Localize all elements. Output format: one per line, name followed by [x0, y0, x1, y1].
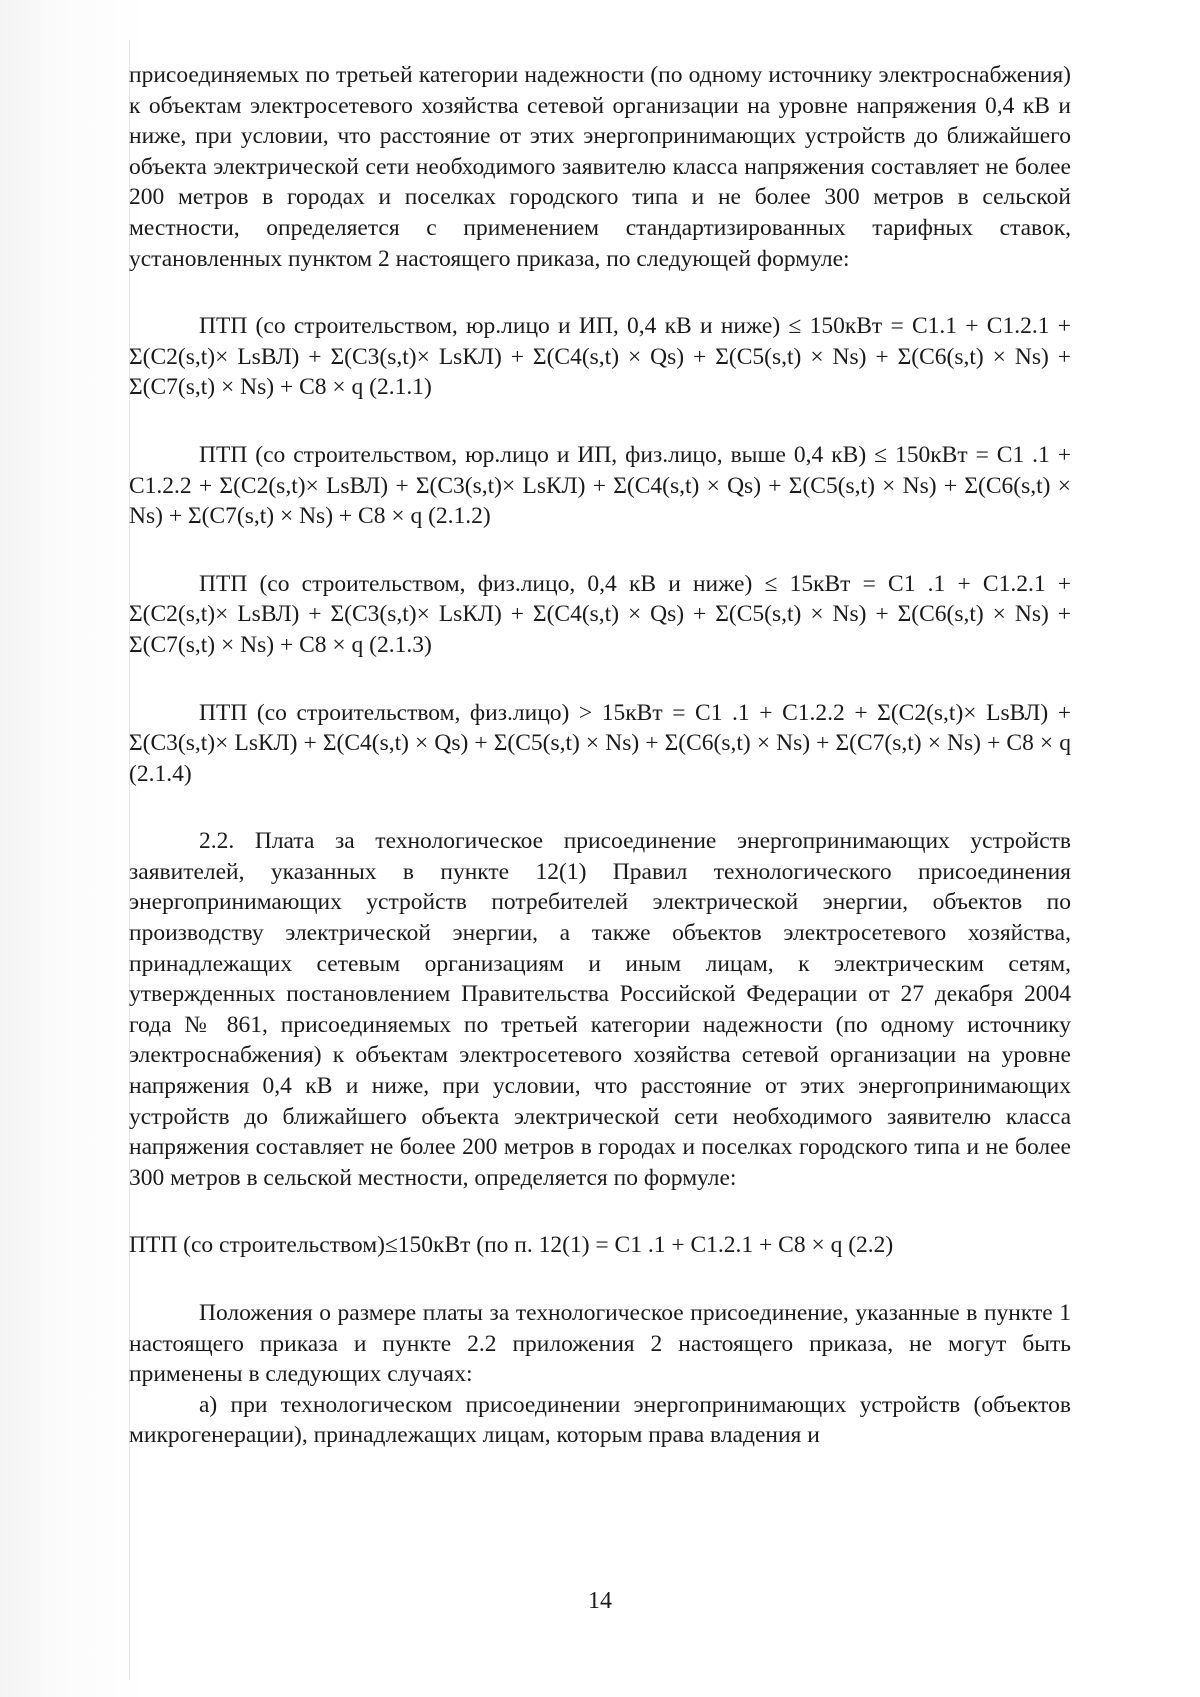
section-2-2-paragraph: 2.2. Плата за технологическое присоединение энергопринимающих устройств заявителей, указанных в пункте 12(1) Правил технологического присоединения энергопринимающих устройств потребителей электрической энергии, объектов по производству электрической энергии, а также объектов электросетевого хозяйства, принадлежащих сетевым организациям и иным лицам, к электрическим сетям, утвержденных постановлением Правительства Российской Федерации от 27 декабря 2004 года № 861, присоединяемых по третьей категории надежности (по одному источнику электроснабжения) к объектам электросетевого хозяйства сетевой организации на уровне напряжения 0,4 кВ и ниже, при условии, что расстояние от этих энергопринимающих устройств до ближайшего объекта электрической сети необходимого заявителю класса напряжения составляет не более 200 метров в городах и поселках городского типа и не более 300 метров в сельской местности, определяется по формуле:: [129, 828, 1071, 1191]
formula-2-1-1: ПТП (со строительством, юр.лицо и ИП, 0,4 кВ и ниже) ≤ 150кВт = C1.1 + C1.2.1 + Σ(C2(s,t)× LsВЛ) + Σ(C3(s,t)× LsКЛ) + Σ(C4(s,t) × Qs) + Σ(C5(s,t) × Ns) + Σ(C6(s,t) × Ns) + Σ(C7(s,t) × Ns) + C8 × q (2.1.1): [129, 313, 1071, 401]
intro-paragraph: присоединяемых по третьей категории надежности (по одному источнику электроснабжения) к объектам электросетевого хозяйства сетевой организации на уровне напряжения 0,4 кВ и ниже, при условии, что расстояние от этих энергопринимающих устройств до ближайшего объекта электрической сети необходимого заявителю класса напряжения составляет не более 200 метров в городах и поселках городского типа и не более 300 метров в сельской местности, определяется с применением стандартизированных тарифных ставок, установленных пунктом 2 настоящего приказа, по следующей формуле:: [129, 62, 1071, 272]
document-page: [129, 60, 1071, 1451]
item-a-paragraph: а) при технологическом присоединении энергопринимающих устройств (объектов микрогенерации), принадлежащих лицам, которым права владения и: [129, 1391, 1071, 1449]
scan-margin: [0, 0, 150, 1697]
page-number: 14: [588, 1588, 612, 1614]
formula-2-1-4: ПТП (со строительством, физ.лицо) > 15кВт = C1 .1 + C1.2.2 + Σ(C2(s,t)× LsВЛ) + Σ(C3(s,t)× LsКЛ) + Σ(C4(s,t) × Qs) + Σ(C5(s,t) × Ns) + Σ(C6(s,t) × Ns) + Σ(C7(s,t) × Ns) + C8 × q (2.1.4): [129, 699, 1071, 787]
formula-2-1-2: ПТП (со строительством, юр.лицо и ИП, физ.лицо, выше 0,4 кВ) ≤ 150кВт = C1 .1 + C1.2.2 + Σ(C2(s,t)× LsВЛ) + Σ(C3(s,t)× LsКЛ) + Σ(C4(s,t) × Qs) + Σ(C5(s,t) × Ns) + Σ(C6(s,t) × Ns) + Σ(C7(s,t) × Ns) + C8 × q (2.1.2): [129, 441, 1071, 530]
provisions-paragraph: Положения о размере платы за технологическое присоединение, указанные в пункте 1 настоящего приказа и пункте 2.2 приложения 2 настоящего приказа, не могут быть применены в следующих случаях:: [129, 1300, 1071, 1388]
formula-2-1-3: ПТП (со строительством, физ.лицо, 0,4 кВ и ниже) ≤ 15кВт = C1 .1 + C1.2.1 + Σ(C2(s,t)× LsВЛ) + Σ(C3(s,t)× LsКЛ) + Σ(C4(s,t) × Qs) + Σ(C5(s,t) × Ns) + Σ(C6(s,t) × Ns) + Σ(C7(s,t) × Ns) + C8 × q (2.1.3): [129, 570, 1071, 658]
formula-2-2: ПТП (со строительством)≤150кВт (по п. 12(1) = C1 .1 + C1.2.1 + C8 × q (2.2): [129, 1232, 894, 1259]
